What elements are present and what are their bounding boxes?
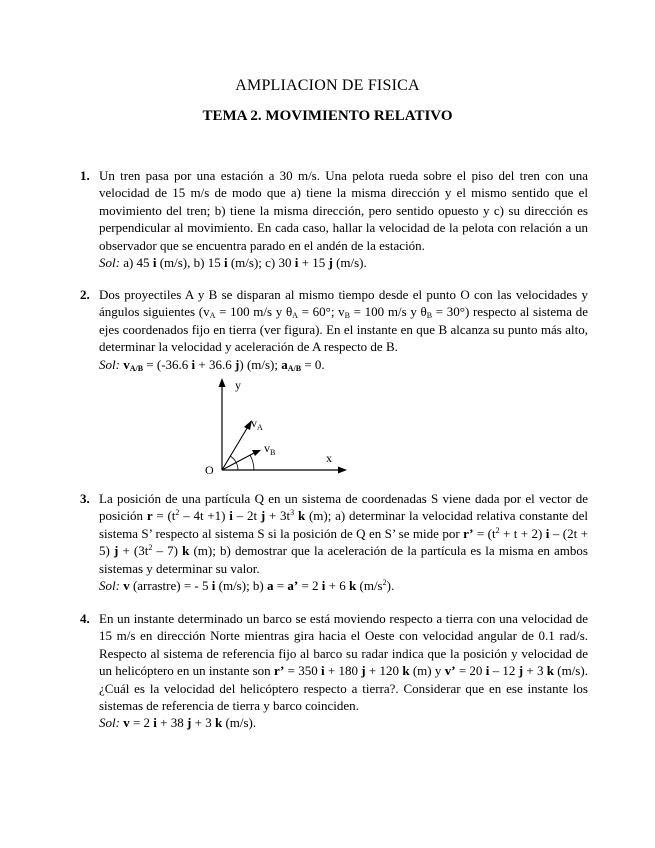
problem-text-line: posición $r = (t^2 - 4t +1)$ i – 2t $j + 3t^3$ k (m); a) determinar la velocidad relativa constante del bbox=[99, 508, 588, 524]
problem-1 bbox=[80, 167, 588, 271]
problem-text-line: La posición de una partícula Q en un sistema de coordenadas S viene dada por el vector de bbox=[99, 491, 588, 506]
problem-text-line: perpendicular al movimiento. En cada caso, hallar la velocidad de la pelota con relación a un bbox=[99, 220, 588, 236]
problem-text-line: sistemas de referencia de tierra y barco coinciden. bbox=[99, 698, 359, 714]
origin-label: O bbox=[205, 463, 214, 477]
solution: Sol: v = 2 i + 38 j + 3 k (m/s). bbox=[99, 715, 257, 731]
angle-arc-b bbox=[250, 455, 254, 470]
angle-arc-a bbox=[230, 456, 238, 470]
problem-text-line: Respecto al sistema de referencia fijo al barco su radar indica que la posición y velocidad de bbox=[99, 645, 588, 661]
solution-label: Sol: bbox=[99, 255, 120, 271]
solution-label: Sol: bbox=[99, 715, 120, 731]
problem-text-line: En un instante determinado un barco se está moviendo respecto a tierra con una velocidad de bbox=[99, 611, 588, 626]
problem-text-line: observador que se encuentra parado en el andén de la estación. bbox=[99, 237, 425, 253]
y-axis-arrowhead bbox=[219, 378, 226, 387]
problem-text-line: ejes coordenados fijo en tierra (ver figura). En el instante en que B alcanza su punto más alto, bbox=[99, 321, 588, 337]
solution: Sol: a) 45 i (m/s), b) 15 i (m/s); c) 30 i + 15 j (m/s). bbox=[99, 255, 367, 271]
problem-4 bbox=[80, 610, 588, 732]
problem-number: 3. bbox=[80, 491, 90, 506]
solution-label: Sol: bbox=[99, 578, 120, 594]
y-axis-label: y bbox=[235, 378, 241, 392]
problem-text-line: sistemas y determinar su valor. bbox=[99, 560, 260, 576]
x-axis-label: x bbox=[326, 451, 332, 465]
document-title: AMPLIACION DE FISICA bbox=[235, 77, 420, 94]
problem-text-line: Dos proyectiles A y B se disparan al mismo tiempo desde el punto O con las velocidades y bbox=[99, 287, 588, 302]
problem-text-line: Un tren pasa por una estación a 30 m/s. Una pelota rueda sobre el piso del tren con una bbox=[99, 168, 588, 183]
problem-text-line: un helicóptero en un instante son r’ = 350 i + 180 j + 120 k (m) y v’ = 20 i – 12 j + 3 k (m/s). bbox=[99, 663, 588, 679]
problem-text-line: ángulos siguientes ($v_A = 100$ m/s y $\theta_A = 60^\circ$; $v_B = 100$ m/s y $\theta_B = 30^\circ$) respecto al sistema de bbox=[99, 304, 588, 321]
solution-label: Sol: bbox=[99, 356, 120, 372]
solution: Sol: $v_{A/B} = (-36.6$ i + 36.6 j) (m/s); $a_{A/B} = 0$. bbox=[99, 356, 325, 373]
problem-text-line: 5) $j + (3t^2 - 7)$ k (m); b) demostrar que la aceleración de la partícula es la misma en ambos bbox=[99, 543, 588, 559]
problem-text-line: velocidad de 15 m/s de modo que a) tiene la misma dirección y el mismo sentido que el bbox=[99, 185, 588, 201]
problem-text-line: ¿Cuál es la velocidad del helicóptero respecto a tierra?. Considerar que en ese instante los bbox=[99, 680, 588, 696]
problem-number: 2. bbox=[80, 287, 90, 302]
problem-2 bbox=[80, 286, 588, 373]
vector-b-label: $v_B$ bbox=[264, 441, 276, 457]
x-axis-arrowhead bbox=[338, 467, 347, 474]
document-subtitle: TEMA 2. MOVIMIENTO RELATIVO bbox=[202, 108, 453, 124]
problem-number: 4. bbox=[80, 611, 90, 626]
solution: Sol: v (arrastre) = - 5 i (m/s); b) a = a’ = 2 i + 6 k $(m/s^2)$. bbox=[99, 578, 395, 594]
problem-text-line: sistema S’ respecto al sistema S si la posición de Q en S’ se mide por r’ = $(t^2 + t + 2)$ i – (2t + bbox=[99, 525, 588, 541]
vector-a-label: $v_A$ bbox=[251, 416, 263, 432]
problem-number: 1. bbox=[80, 168, 90, 183]
problem-text-line: movimiento del tren; b) tiene la misma dirección, pero sentido opuesto y c) su dirección es bbox=[99, 202, 588, 218]
problem-3 bbox=[80, 490, 588, 594]
problem-text-line: determinar la velocidad y aceleración de A respecto de B. bbox=[99, 339, 398, 355]
projectile-vectors-diagram bbox=[198, 374, 358, 478]
problem-text-line: 15 m/s en dirección Norte mientras gira hacia el Oeste con velocidad angular de 0.1 rad/s. bbox=[99, 628, 588, 644]
